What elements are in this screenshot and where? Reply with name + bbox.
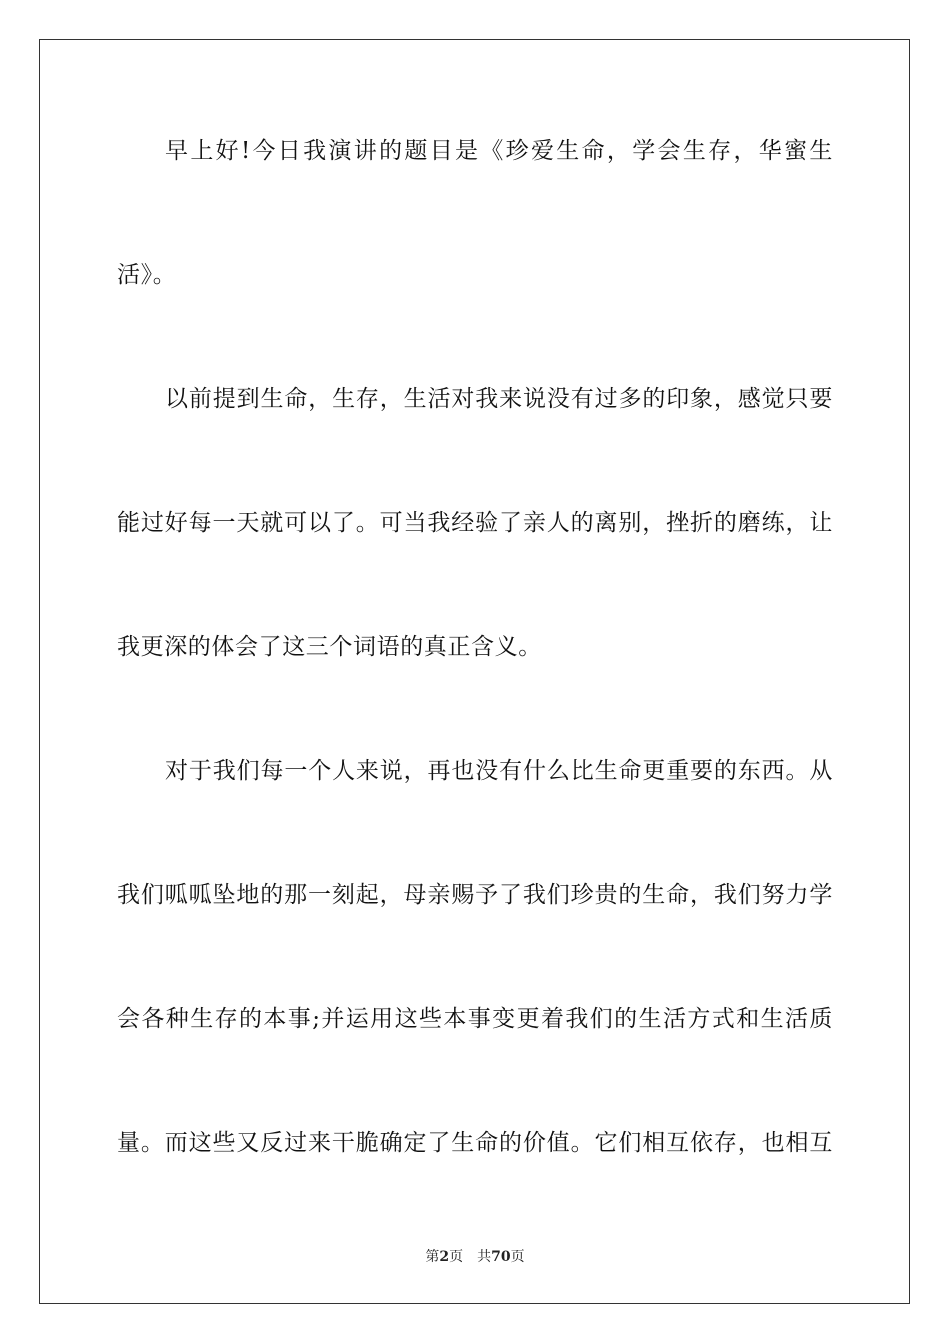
footer-total-suffix: 页 [510, 1249, 525, 1265]
footer-prefix: 第 [425, 1249, 440, 1265]
paragraph-3-line-1: 对于我们每一个人来说，再也没有什么比生命更重要的东西。从 [165, 758, 833, 784]
total-pages-number: 70 [491, 1249, 511, 1265]
paragraph-3-line-2: 我们呱呱坠地的那一刻起，母亲赐予了我们珍贵的生命，我们努力学 [117, 882, 833, 908]
current-page-number: 2 [439, 1249, 450, 1265]
paragraph-2-line-2: 能过好每一天就可以了。可当我经验了亲人的离别，挫折的磨练，让 [117, 510, 833, 536]
footer-page-suffix: 页 [449, 1249, 464, 1265]
paragraph-1-line-2: 活》。 [117, 262, 177, 288]
paragraph-2-line-3: 我更深的体会了这三个词语的真正含义。 [117, 634, 542, 660]
page-border [39, 39, 910, 1304]
paragraph-3-line-4: 量。而这些又反过来干脆确定了生命的价值。它们相互依存，也相互 [117, 1130, 833, 1156]
paragraph-3-line-3: 会各种生存的本事;并运用这些本事变更着我们的生活方式和生活质 [117, 1006, 833, 1032]
paragraph-1-line-1: 早上好!今日我演讲的题目是《珍爱生命，学会生存，华蜜生 [165, 138, 833, 164]
footer-total-prefix: 共 [477, 1249, 492, 1265]
page-footer [0, 1246, 950, 1266]
paragraph-2-line-1: 以前提到生命，生存，生活对我来说没有过多的印象，感觉只要 [165, 386, 833, 412]
